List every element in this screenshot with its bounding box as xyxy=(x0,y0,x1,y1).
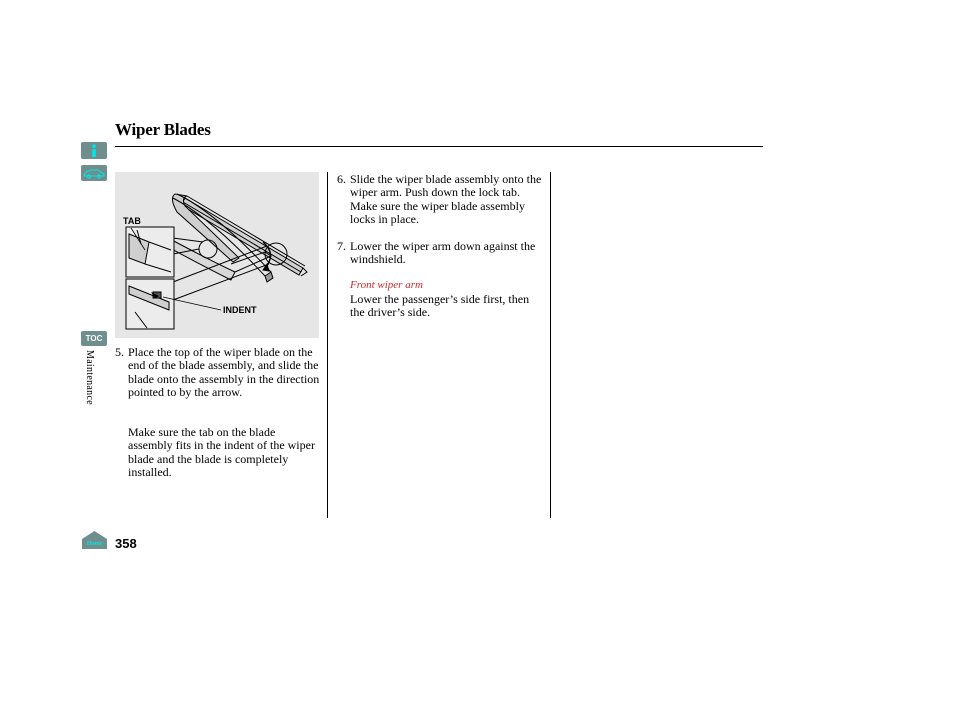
install-note: Make sure the tab on the blade assembly fits in the indent of the wiper blade and the blade is completely installed. xyxy=(128,425,315,480)
toc-icon[interactable] xyxy=(81,331,107,346)
step-6-text: Slide the wiper blade assembly onto the wiper arm. Push down the lock tab. Make sure the wiper blade assembly locks in place. xyxy=(350,172,542,227)
step-6 xyxy=(337,173,542,227)
front-wiper-arm-text: Lower the passenger’s side first, then the driver’s side. xyxy=(350,292,530,320)
home-icon[interactable] xyxy=(81,530,108,550)
step-5-number: 5. xyxy=(115,345,124,359)
step-7 xyxy=(337,240,542,267)
info-icon[interactable] xyxy=(81,142,107,159)
page-number: 358 xyxy=(115,536,137,551)
step-7-number: 7. xyxy=(337,239,346,253)
step-7-text: Lower the wiper arm down against the windshield. xyxy=(350,239,536,267)
title-divider xyxy=(115,146,763,147)
home-label: Home xyxy=(86,540,103,547)
wiper-illustration xyxy=(115,172,319,338)
wiper-blade-figure xyxy=(115,172,319,338)
step-6-number: 6. xyxy=(337,172,346,186)
car-icon[interactable] xyxy=(81,165,107,181)
section-tab: Maintenance xyxy=(84,350,95,405)
page-title: Wiper Blades xyxy=(115,120,211,139)
toc-label: TOC xyxy=(85,334,103,343)
tab-label: TAB xyxy=(123,216,141,226)
column-divider-2 xyxy=(550,172,551,518)
column-divider-1 xyxy=(327,172,328,518)
step-5-text: Place the top of the wiper blade on the end of the blade assembly, and slide the blade onto the assembly in the direction pointed to by the arrow. xyxy=(128,345,320,400)
step-5 xyxy=(115,346,320,400)
front-wiper-arm-heading: Front wiper arm xyxy=(350,279,423,291)
indent-label: INDENT xyxy=(223,305,257,315)
